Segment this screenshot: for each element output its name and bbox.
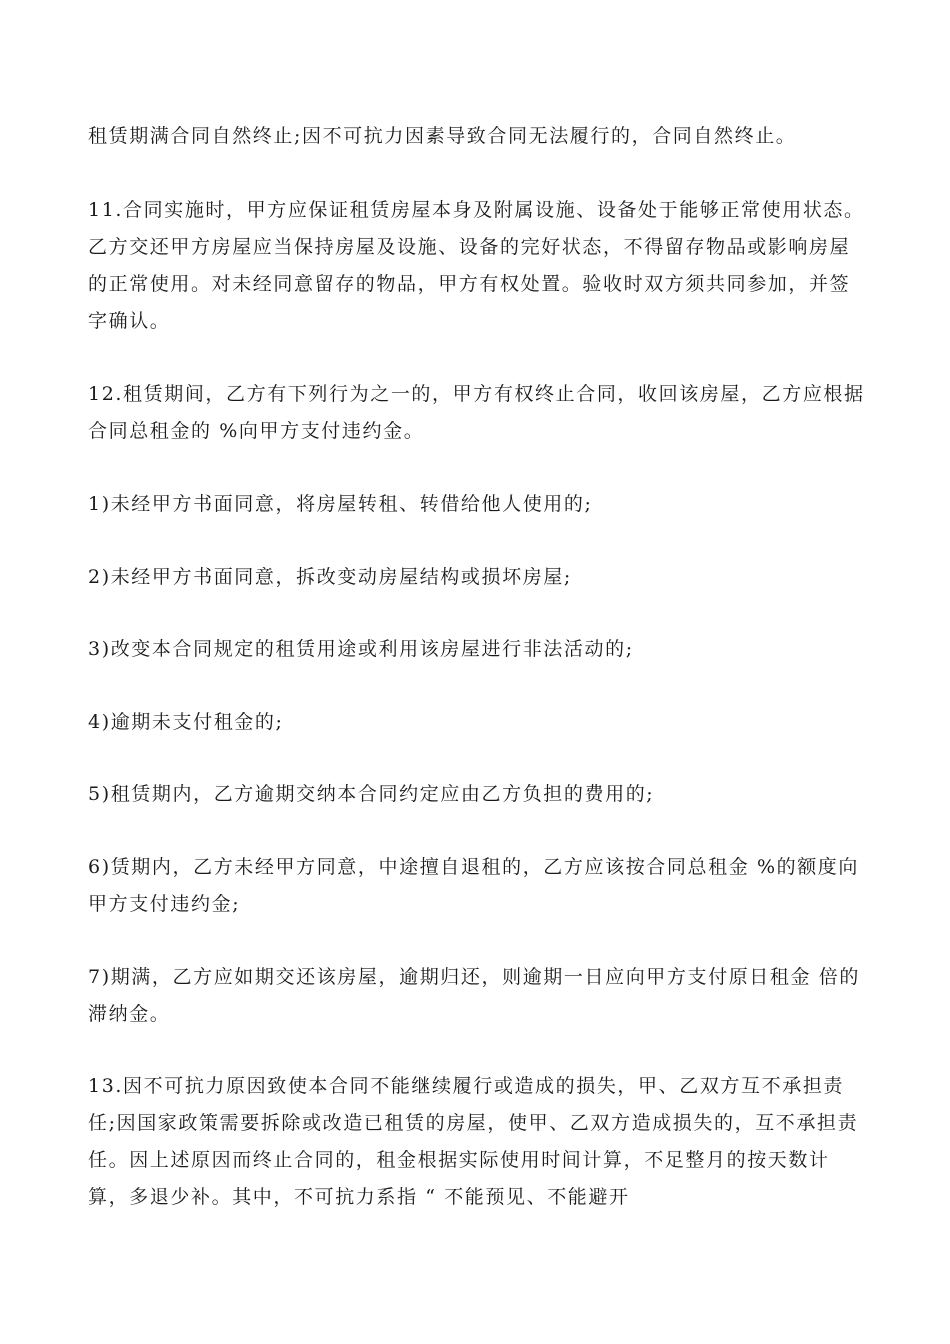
paragraph-clause-11: 11.合同实施时，甲方应保证租赁房屋本身及附属设施、设备处于能够正常使用状态。乙方交还甲方房屋应当保持房屋及设施、设备的完好状态，不得留存物品或影响房屋的正常使用。对未经同意留存的物品，甲方有权处置。验收时双方须共同参加，并签字确认。 bbox=[88, 199, 865, 332]
paragraph-clause-13: 13.因不可抗力原因致使本合同不能继续履行或造成的损失，甲、乙双方互不承担责任;因国家政策需要拆除或改造已租赁的房屋，使甲、乙双方造成损失的，互不承担责任。因上述原因而终止合同的，租金根据实际使用时间计算，不足整月的按天数计算，多退少补。其中，不可抗力系指 “ 不能预见、不能避开 bbox=[88, 1075, 859, 1208]
paragraph-lease-termination: 租赁期满合同自然终止;因不可抗力因素导致合同无法履行的，合同自然终止。 bbox=[88, 125, 797, 147]
list-item-7: 7)期满，乙方应如期交还该房屋，逾期归还，则逾期一日应向甲方支付原日租金 倍的滞纳金。 bbox=[88, 966, 860, 1025]
paragraph-clause-12: 12.租赁期间，乙方有下列行为之一的，甲方有权终止合同，收回该房屋，乙方应根据合同总租金的 %向甲方支付违约金。 bbox=[88, 383, 865, 442]
list-item-5: 5)租赁期内，乙方逾期交纳本合同约定应由乙方负担的费用的; bbox=[88, 783, 655, 805]
list-item-4: 4)逾期未支付租金的; bbox=[88, 711, 284, 733]
list-item-2: 2)未经甲方书面同意，拆改变动房屋结构或损坏房屋; bbox=[88, 566, 572, 588]
list-item-1: 1)未经甲方书面同意，将房屋转租、转借给他人使用的; bbox=[88, 493, 593, 515]
list-item-3: 3)改变本合同规定的租赁用途或利用该房屋进行非法活动的; bbox=[88, 638, 634, 660]
list-item-6: 6)赁期内，乙方未经甲方同意，中途擅自退租的，乙方应该按合同总租金 %的额度向甲方支付违约金; bbox=[88, 856, 859, 915]
